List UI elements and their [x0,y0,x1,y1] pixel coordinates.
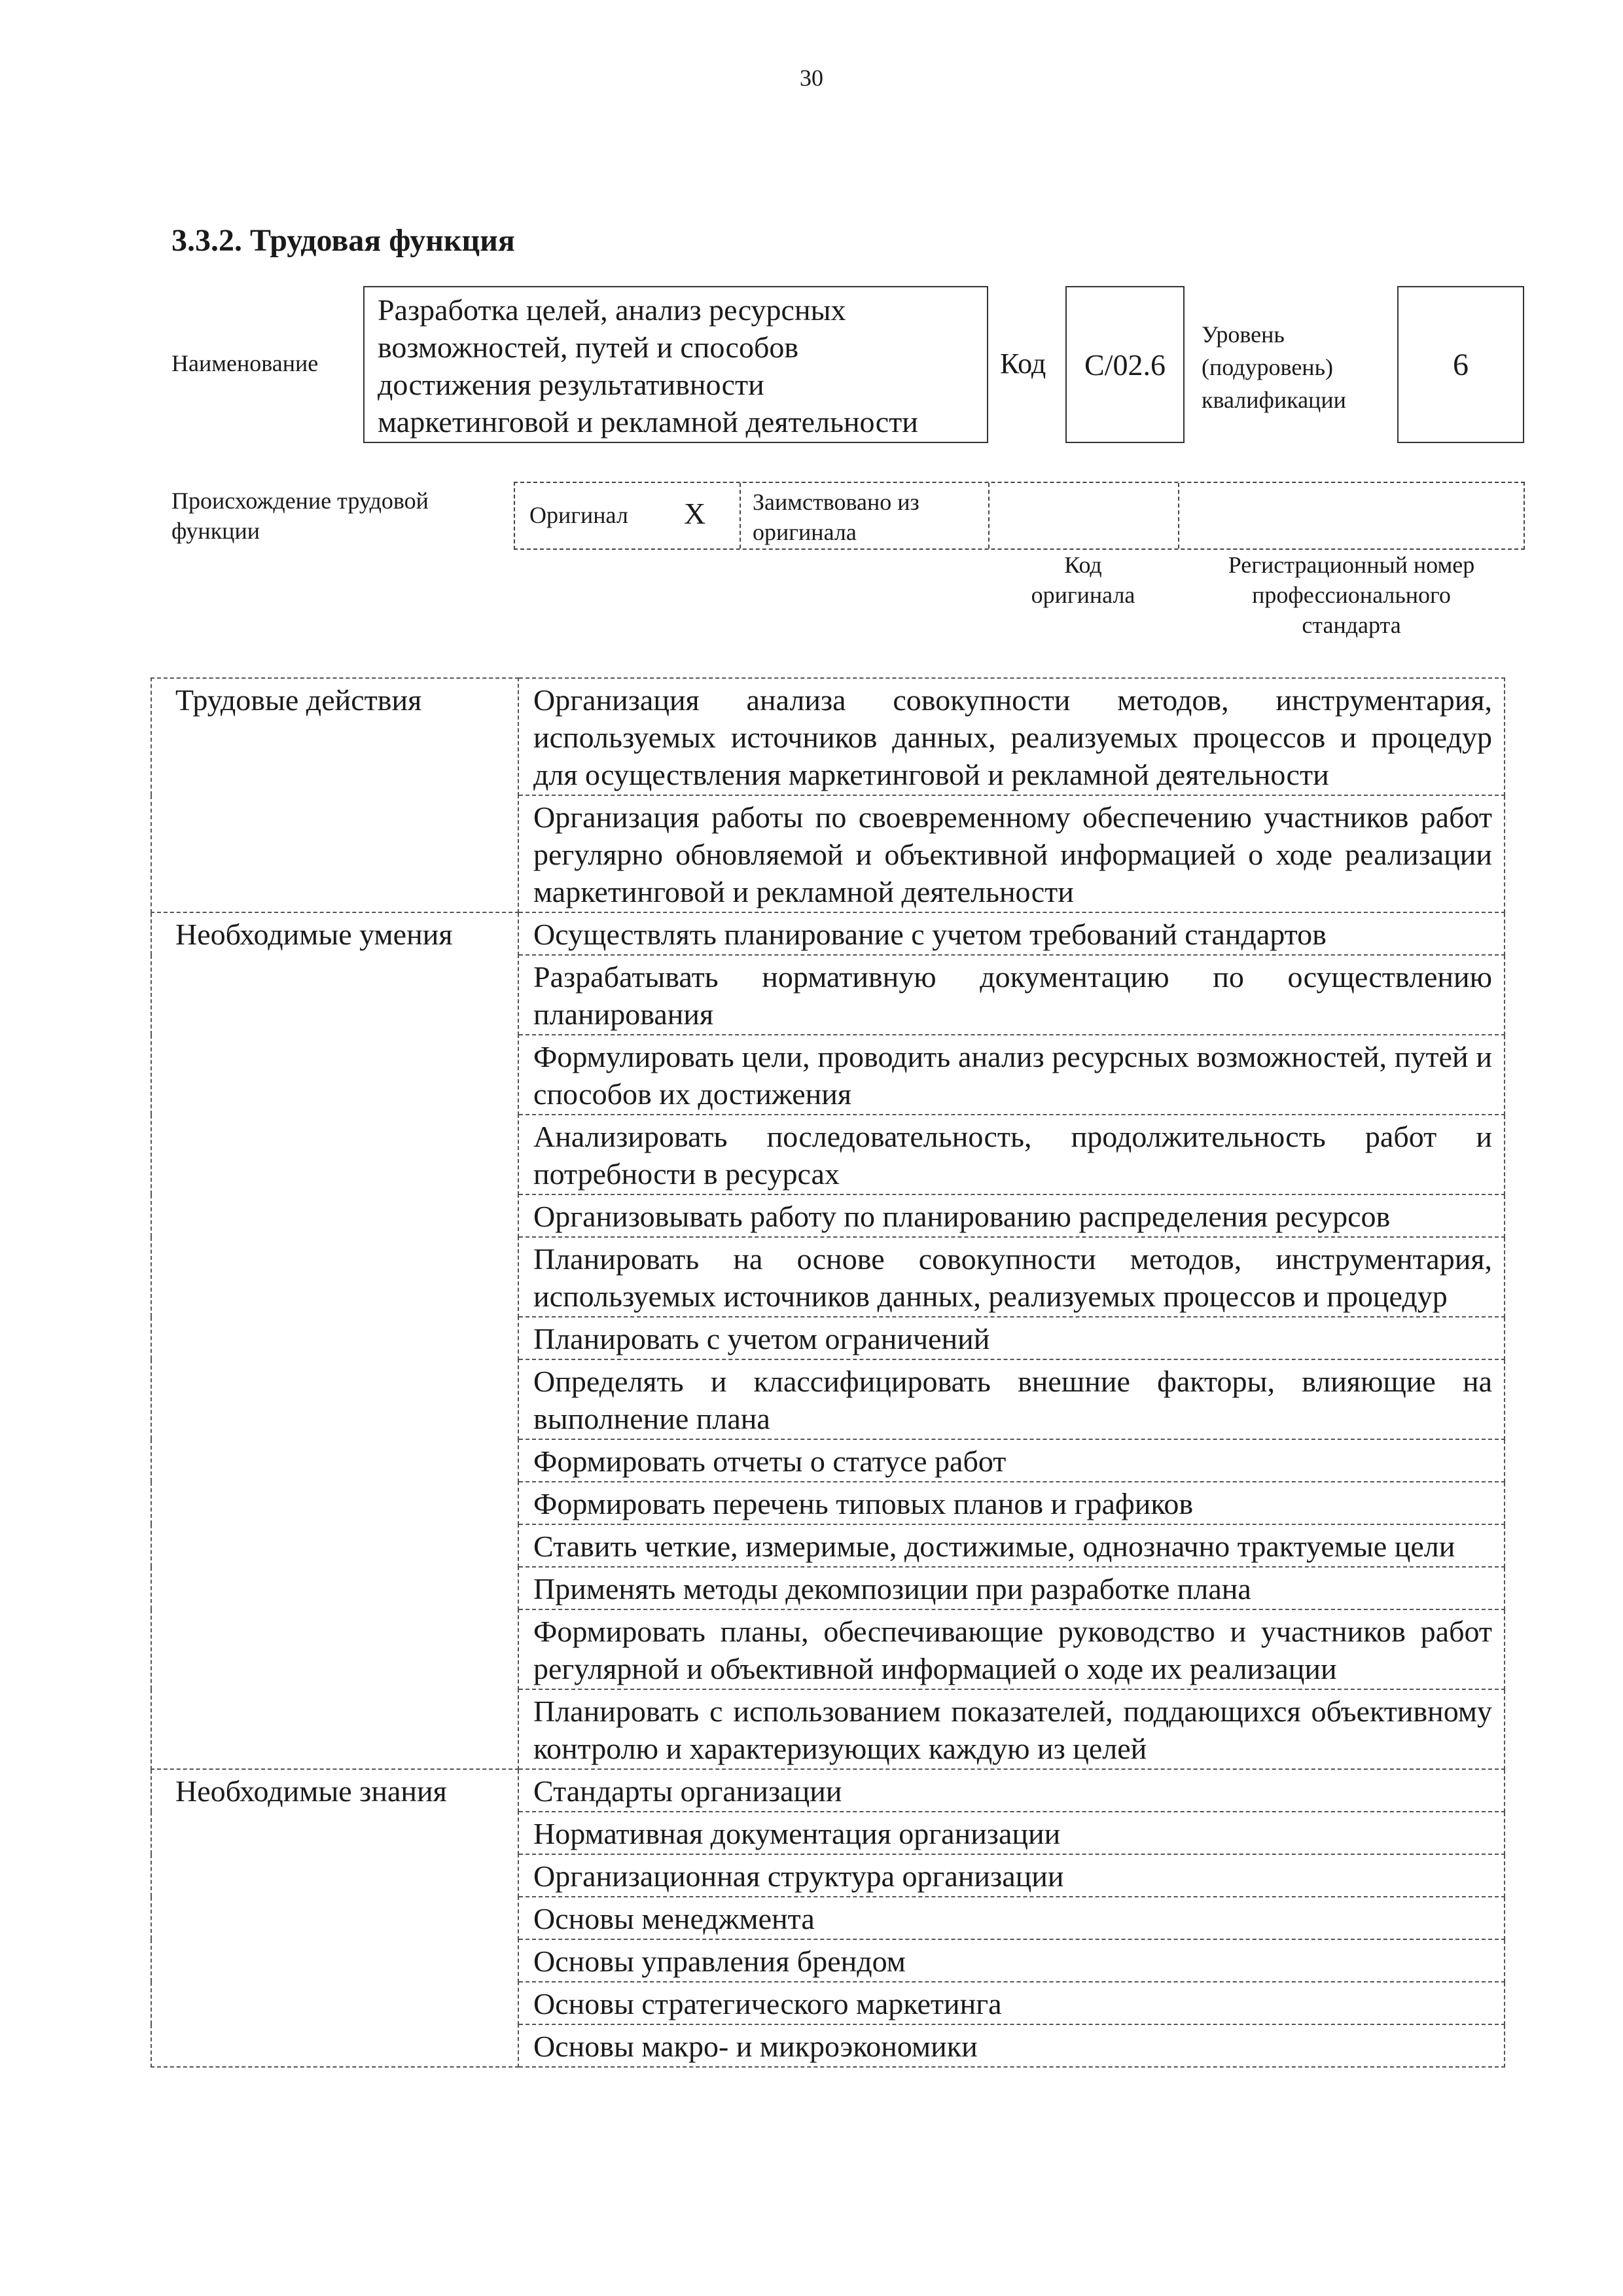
table-item: Формировать перечень типовых планов и графиков [518,1482,1505,1524]
borrowed-cell [741,483,990,548]
code-label: Код [1000,348,1046,380]
level-label-line: квалификации [1202,387,1346,413]
table-item: Планировать с учетом ограничений [518,1317,1505,1359]
level-label-line: Уровень [1202,321,1285,348]
code-value: С/02.6 [1065,286,1185,443]
table-item: Планировать на основе совокупности методов, инструментария, используемых источников данных, реализуемых процессов и процедур [518,1237,1505,1317]
section-title: 3.3.2. Трудовая функция [171,223,515,258]
table-item: Основы управления брендом [518,1939,1505,1982]
origin-label-line: Происхождение трудовой [171,488,429,514]
category-cell: Необходимые умения [151,912,518,1769]
requirements-table [151,677,1505,2068]
function-name-line: возможностей, путей и способов [378,331,799,364]
table-item: Ставить четкие, измеримые, достижимые, однозначно трактуемые цели [518,1524,1505,1567]
caption-line: Код [1064,552,1102,578]
table-item: Планировать с использованием показателей, поддающихся объективному контролю и характеризующих каждую из целей [518,1689,1505,1769]
level-label-line: (подуровень) [1202,354,1333,380]
table-item: Организовывать работу по планированию распределения ресурсов [518,1194,1505,1237]
origin-label-line: функции [171,518,260,544]
level-value: 6 [1397,286,1524,443]
registration-number-cell [1179,483,1526,548]
category-cell: Трудовые действия [151,678,518,912]
original-cell [515,483,741,548]
page-number: 30 [800,65,823,91]
name-label: Наименование [171,350,319,376]
level-label [1202,318,1346,416]
category-cell: Необходимые знания [151,1769,518,2067]
registration-number-caption [1178,550,1525,640]
table-row [151,1769,1505,1812]
table-item: Основы менеджмента [518,1897,1505,1939]
table-item: Организация анализа совокупности методов, инструментария, используемых источников данных, реализуемых процессов и процедур для осуществления маркетинговой и рекламной деятельности [518,678,1505,795]
caption-line: оригинала [1031,582,1135,608]
table-item: Осуществлять планирование с учетом требований стандартов [518,912,1505,955]
original-code-caption [988,550,1178,610]
borrowed-label-line: Заимствовано из [753,489,919,515]
table-item: Формулировать цели, проводить анализ ресурсных возможностей, путей и способов их достижения [518,1035,1505,1115]
function-name-line: Разработка целей, анализ ресурсных [378,293,846,327]
function-name-line: маркетинговой и рекламной деятельности [378,405,918,439]
table-item: Организационная структура организации [518,1854,1505,1897]
borrowed-label-line: оригинала [753,519,857,545]
function-name-line: достижения результативности [378,368,764,401]
function-name-box [363,286,988,443]
table-row [151,678,1505,795]
table-item: Определять и классифицировать внешние факторы, влияющие на выполнение плана [518,1359,1505,1439]
origin-label [171,486,499,546]
table-item: Формировать планы, обеспечивающие руководство и участников работ регулярной и объективной информацией о ходе их реализации [518,1609,1505,1689]
caption-line: профессионального [1252,582,1451,608]
origin-row [514,482,1525,550]
table-item: Анализировать последовательность, продолжительность работ и потребности в ресурсах [518,1115,1505,1194]
table-item: Стандарты организации [518,1769,1505,1812]
table-item: Применять методы декомпозиции при разработке плана [518,1567,1505,1609]
original-code-cell [990,483,1179,548]
caption-line: Регистрационный номер [1228,552,1475,578]
original-mark: X [684,497,706,530]
caption-line: стандарта [1302,612,1401,638]
table-item: Формировать отчеты о статусе работ [518,1439,1505,1482]
table-item: Организация работы по своевременному обеспечению участников работ регулярно обновляемой и объективной информацией о ходе реализации маркетинговой и рекламной деятельности [518,795,1505,912]
table-item: Нормативная документация организации [518,1812,1505,1854]
table-item: Основы стратегического маркетинга [518,1982,1505,2024]
table-item: Основы макро- и микроэкономики [518,2024,1505,2067]
original-label: Оригинал [529,502,628,528]
table-item: Разрабатывать нормативную документацию по осуществлению планирования [518,955,1505,1035]
table-row [151,912,1505,955]
